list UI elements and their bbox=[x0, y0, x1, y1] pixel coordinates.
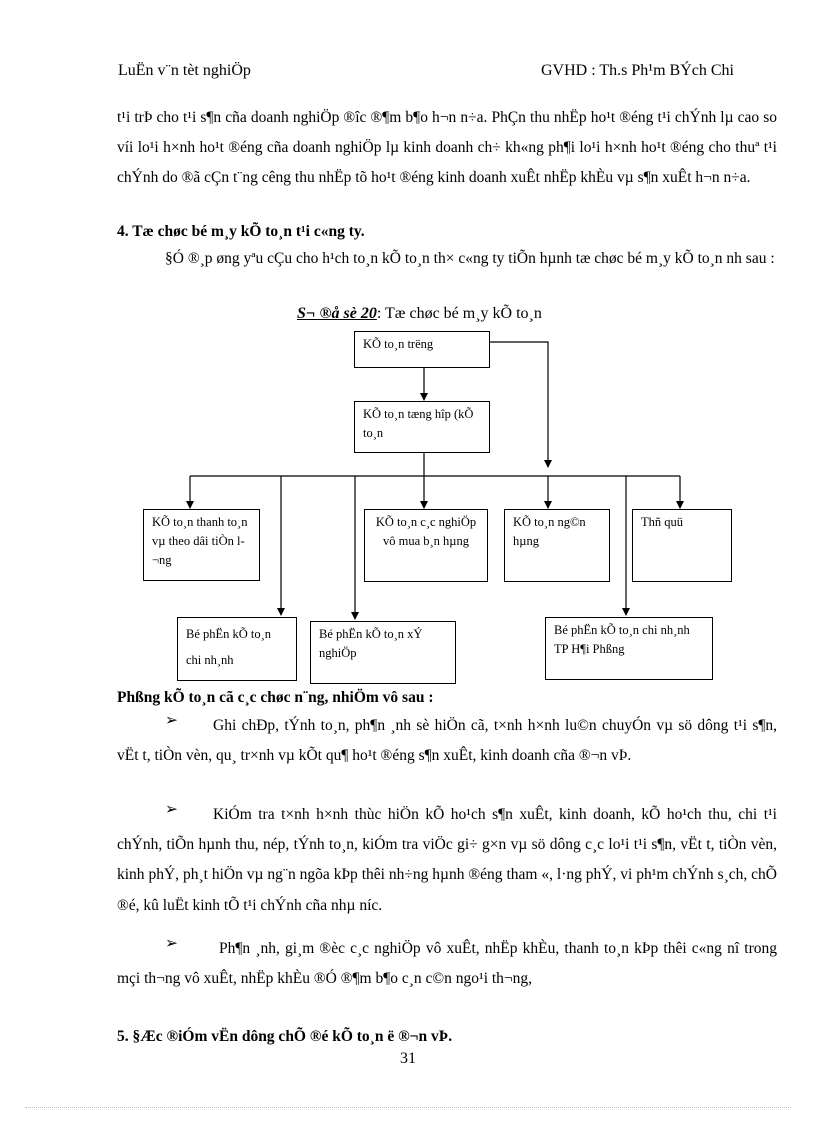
bullet-arrow-icon: ➢ bbox=[165, 801, 178, 818]
heading-duties: Phßng kÕ to¸n cã c¸c chøc n¨ng, nhiÖm vô sau : bbox=[117, 689, 434, 706]
paragraph-organization: §Ó ®¸p øng yªu cÇu cho h¹ch to¸n kÕ to¸n th× c«ng ty tiÕn hµnh tæ chøc bé m¸y kÕ to¸n nh sau : bbox=[165, 250, 775, 267]
box-bank-accountant: KÕ to¸n ng©n hµng bbox=[504, 509, 610, 582]
box-haiphong-branch-accounting: Bé phËn kÕ to¸n chi nh¸nh TP H¶i Phßng bbox=[545, 617, 713, 680]
list-item-duty-2: KiÓm tra t×nh h×nh thùc hiÖn kÕ ho¹ch s¶n xuÊt, kinh doanh, kÕ ho¹ch thu, chi t¹i chÝnh, tiÕn hµnh thu, nép, tÝnh to¸n, kiÓm tra viÖc gi÷ g×n vµ sö dông c¸c lo¹i t¹i s¶n, vËt t, tiÒn vèn, kinh phÝ, ph¸t hiÖn vµ ng¨n ngõa kÞp thêi nh÷ng hµnh ®éng tham «, l·ng phÝ, vi ph¹m chÝnh s¸ch, chÕ ®é, kû luËt kinh tÕ t¹i chÝnh cña nhµ níc. bbox=[117, 806, 777, 914]
paragraph-intro: t¹i trÞ cho t¹i s¶n cña doanh nghiÖp ®îc ®¶m b¶o h¬n n÷a. PhÇn thu nhËp ho¹t ®éng t¹i chÝnh lµ cao so víi lo¹i h×nh ho¹t ®éng cña doanh nghiÖp lµ kinh doanh ch÷ kh«ng ph¶i lo¹i h×nh ho¹t ®éng cho thuª t¹i chÝnh do ®ã cÇn t¨ng cêng thu nhËp tõ ho¹t ®éng kinh doanh xuÊt nhËp khÈu vµ s¶n xuÊt h¬n n÷a. bbox=[117, 109, 777, 187]
box-payment-payroll-accountant: KÕ to¸n thanh to¸n vµ theo dâi tiÒn l¬ng bbox=[143, 509, 260, 581]
connector-chief-right bbox=[490, 342, 548, 467]
box-treasurer: Thñ quü bbox=[632, 509, 732, 582]
header-thesis-title: LuËn v¨n tèt nghiÖp bbox=[118, 62, 251, 79]
heading-section-5: 5. §Æc ®iÓm vËn dông chÕ ®é kÕ to¸n ë ®¬n vÞ. bbox=[117, 1028, 453, 1045]
box-general-accountant: KÕ to¸n tæng hîp (kÕ to¸n bbox=[354, 401, 490, 453]
box-branch-accounting: Bé phËn kÕ to¸n chi nh¸nh bbox=[177, 617, 297, 681]
diagram-caption-label: S¬ ®å sè 20 bbox=[297, 305, 377, 322]
bullet-arrow-icon: ➢ bbox=[165, 935, 178, 952]
heading-section-4: 4. Tæ chøc bé m¸y kÕ to¸n t¹i c«ng ty. bbox=[117, 223, 365, 240]
footer-divider bbox=[25, 1107, 791, 1108]
box-sales-purchase-accountant: KÕ to¸n c¸c nghiÖp vô mua b¸n hµng bbox=[364, 509, 488, 582]
header-supervisor: GVHD : Th.s Ph¹m BÝch Chi bbox=[541, 62, 734, 79]
diagram-caption-text: : Tæ chøc bé m¸y kÕ to¸n bbox=[376, 305, 542, 322]
bullet-arrow-icon: ➢ bbox=[165, 712, 178, 729]
list-item-duty-3: Ph¶n ¸nh, gi¸m ®èc c¸c nghiÖp vô xuÊt, nhËp khÈu, thanh to¸n kÞp thêi c«ng nî trong mçi th¬ng vô xuÊt, nhËp khÈu ®Ó ®¶m b¶o c¸n c©n ngo¹i th¬ng, bbox=[117, 940, 777, 988]
box-factory-accounting: Bé phËn kÕ to¸n xÝ nghiÖp bbox=[310, 621, 456, 684]
box-chief-accountant: KÕ to¸n trëng bbox=[354, 331, 490, 368]
page-number: 31 bbox=[400, 1050, 416, 1067]
list-item-duty-1: Ghi chÐp, tÝnh to¸n, ph¶n ¸nh sè hiÖn cã, t×nh h×nh lu©n chuyÓn vµ sö dông t¹i s¶n, vËt t, tiÒn vèn, qu¸ tr×nh vµ kÕt qu¶ ho¹t ®éng s¶n xuÊt, kinh doanh cña ®¬n vÞ. bbox=[117, 717, 777, 765]
